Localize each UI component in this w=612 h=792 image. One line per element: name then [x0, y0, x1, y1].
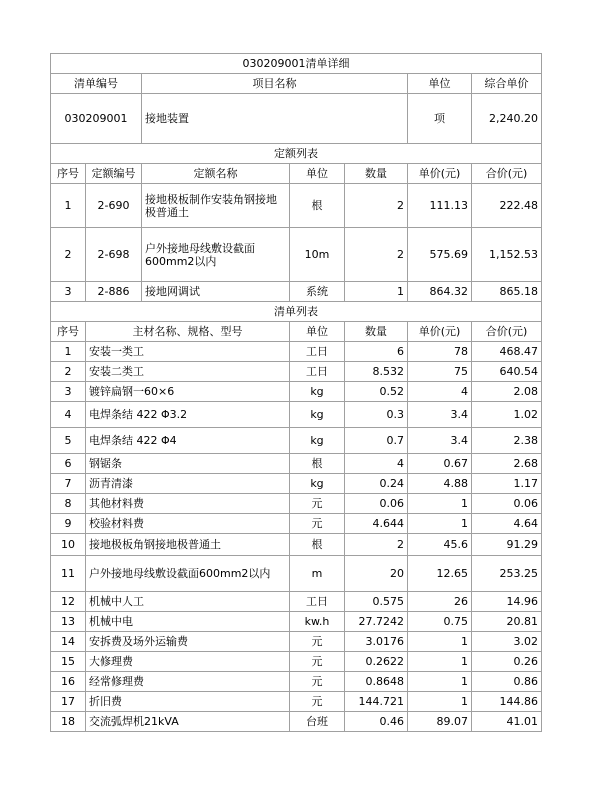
quota-header-unit: 单位 [290, 164, 345, 184]
material-name: 电焊条结 422 Φ4 [86, 428, 290, 454]
material-name: 安装二类工 [86, 362, 290, 382]
material-qty: 8.532 [345, 362, 408, 382]
material-unit: 元 [290, 652, 345, 672]
material-total: 0.06 [472, 494, 542, 514]
material-row [51, 382, 542, 402]
material-unit: 工日 [290, 342, 345, 362]
material-qty: 0.46 [345, 712, 408, 732]
material-name: 沥青清漆 [86, 474, 290, 494]
material-row [51, 342, 542, 362]
material-name: 机械中人工 [86, 592, 290, 612]
material-price: 1 [408, 494, 472, 514]
material-price: 1 [408, 652, 472, 672]
material-price: 3.4 [408, 428, 472, 454]
material-price: 45.6 [408, 534, 472, 556]
quota-name: 接地极板制作安装角钢接地极普通土 [142, 184, 290, 228]
material-seq: 10 [51, 534, 86, 556]
quota-seq: 2 [51, 228, 86, 282]
material-unit: 工日 [290, 362, 345, 382]
material-total: 2.68 [472, 454, 542, 474]
material-total: 2.38 [472, 428, 542, 454]
material-qty: 0.24 [345, 474, 408, 494]
material-row [51, 632, 542, 652]
material-qty: 144.721 [345, 692, 408, 712]
material-seq: 9 [51, 514, 86, 534]
quota-qty: 2 [345, 184, 408, 228]
material-seq: 14 [51, 632, 86, 652]
material-total: 2.08 [472, 382, 542, 402]
material-name: 校验材料费 [86, 514, 290, 534]
material-price: 0.67 [408, 454, 472, 474]
material-seq: 11 [51, 556, 86, 592]
material-unit: 台班 [290, 712, 345, 732]
material-price: 75 [408, 362, 472, 382]
quota-code: 2-886 [86, 282, 142, 302]
material-qty: 3.0176 [345, 632, 408, 652]
quota-unit: 10m [290, 228, 345, 282]
quota-header-name: 定额名称 [142, 164, 290, 184]
item-code: 030209001 [51, 94, 142, 144]
material-total: 253.25 [472, 556, 542, 592]
material-total: 91.29 [472, 534, 542, 556]
material-qty: 0.575 [345, 592, 408, 612]
header-price: 综合单价 [472, 74, 542, 94]
material-row [51, 514, 542, 534]
material-unit: m [290, 556, 345, 592]
material-qty: 0.2622 [345, 652, 408, 672]
quota-row [51, 282, 542, 302]
material-qty: 0.7 [345, 428, 408, 454]
material-unit: kg [290, 402, 345, 428]
material-row [51, 612, 542, 632]
material-name: 户外接地母线敷设截面600mm2以内 [86, 556, 290, 592]
material-seq: 13 [51, 612, 86, 632]
material-price: 26 [408, 592, 472, 612]
quota-price: 111.13 [408, 184, 472, 228]
quota-row [51, 228, 542, 282]
material-unit: 元 [290, 514, 345, 534]
item-unit: 项 [408, 94, 472, 144]
header-unit: 单位 [408, 74, 472, 94]
quota-seq: 1 [51, 184, 86, 228]
material-price: 1 [408, 514, 472, 534]
material-qty: 6 [345, 342, 408, 362]
header-code: 清单编号 [51, 74, 142, 94]
material-seq: 5 [51, 428, 86, 454]
material-seq: 17 [51, 692, 86, 712]
quota-seq: 3 [51, 282, 86, 302]
material-name: 其他材料费 [86, 494, 290, 514]
material-seq: 2 [51, 362, 86, 382]
material-unit: 根 [290, 454, 345, 474]
material-unit: kg [290, 382, 345, 402]
material-seq: 16 [51, 672, 86, 692]
material-row [51, 712, 542, 732]
material-unit: kw.h [290, 612, 345, 632]
quota-unit: 系统 [290, 282, 345, 302]
material-header-name: 主材名称、规格、型号 [86, 322, 290, 342]
material-row [51, 402, 542, 428]
quota-code: 2-690 [86, 184, 142, 228]
material-price: 1 [408, 692, 472, 712]
material-unit: kg [290, 428, 345, 454]
material-total: 468.47 [472, 342, 542, 362]
header-name: 项目名称 [142, 74, 408, 94]
material-unit: 工日 [290, 592, 345, 612]
material-unit: 元 [290, 672, 345, 692]
material-seq: 15 [51, 652, 86, 672]
material-total: 3.02 [472, 632, 542, 652]
quota-header-qty: 数量 [345, 164, 408, 184]
material-total: 20.81 [472, 612, 542, 632]
material-section-title: 清单列表 [51, 302, 542, 322]
material-row [51, 692, 542, 712]
material-qty: 0.3 [345, 402, 408, 428]
material-row [51, 592, 542, 612]
material-total: 41.01 [472, 712, 542, 732]
material-name: 接地极板角钢接地极普通土 [86, 534, 290, 556]
material-name: 镀锌扁钢一60×6 [86, 382, 290, 402]
material-row [51, 362, 542, 382]
quota-qty: 2 [345, 228, 408, 282]
material-qty: 0.8648 [345, 672, 408, 692]
quota-header-price: 单价(元) [408, 164, 472, 184]
material-name: 电焊条结 422 Φ3.2 [86, 402, 290, 428]
material-header-total: 合价(元) [472, 322, 542, 342]
material-qty: 2 [345, 534, 408, 556]
material-row [51, 474, 542, 494]
material-row [51, 428, 542, 454]
material-price: 78 [408, 342, 472, 362]
quota-unit: 根 [290, 184, 345, 228]
material-header-unit: 单位 [290, 322, 345, 342]
material-seq: 6 [51, 454, 86, 474]
material-name: 机械中电 [86, 612, 290, 632]
material-name: 折旧费 [86, 692, 290, 712]
item-price: 2,240.20 [472, 94, 542, 144]
quota-price: 575.69 [408, 228, 472, 282]
material-name: 经常修理费 [86, 672, 290, 692]
quota-header-seq: 序号 [51, 164, 86, 184]
material-total: 640.54 [472, 362, 542, 382]
material-total: 0.86 [472, 672, 542, 692]
material-price: 1 [408, 672, 472, 692]
material-qty: 0.06 [345, 494, 408, 514]
quota-qty: 1 [345, 282, 408, 302]
material-qty: 20 [345, 556, 408, 592]
material-price: 12.65 [408, 556, 472, 592]
material-total: 14.96 [472, 592, 542, 612]
page-title: 030209001清单详细 [51, 54, 542, 74]
material-row [51, 454, 542, 474]
material-qty: 0.52 [345, 382, 408, 402]
material-price: 0.75 [408, 612, 472, 632]
quota-header-code: 定额编号 [86, 164, 142, 184]
quota-name: 户外接地母线敷设截面600mm2以内 [142, 228, 290, 282]
quota-total: 222.48 [472, 184, 542, 228]
material-name: 安拆费及场外运输费 [86, 632, 290, 652]
material-qty: 27.7242 [345, 612, 408, 632]
material-total: 0.26 [472, 652, 542, 672]
item-name: 接地装置 [142, 94, 408, 144]
material-row [51, 652, 542, 672]
material-header-seq: 序号 [51, 322, 86, 342]
material-price: 89.07 [408, 712, 472, 732]
material-name: 交流弧焊机21kVA [86, 712, 290, 732]
quota-total: 1,152.53 [472, 228, 542, 282]
material-unit: 元 [290, 632, 345, 652]
material-row [51, 534, 542, 556]
material-seq: 4 [51, 402, 86, 428]
material-name: 大修理费 [86, 652, 290, 672]
material-seq: 12 [51, 592, 86, 612]
quota-name: 接地网调试 [142, 282, 290, 302]
material-total: 4.64 [472, 514, 542, 534]
material-seq: 18 [51, 712, 86, 732]
quota-section-title: 定额列表 [51, 144, 542, 164]
material-seq: 3 [51, 382, 86, 402]
quota-header-total: 合价(元) [472, 164, 542, 184]
material-unit: 元 [290, 494, 345, 514]
material-seq: 1 [51, 342, 86, 362]
material-price: 4 [408, 382, 472, 402]
material-row [51, 672, 542, 692]
material-price: 3.4 [408, 402, 472, 428]
quota-row [51, 184, 542, 228]
material-header-qty: 数量 [345, 322, 408, 342]
material-seq: 8 [51, 494, 86, 514]
material-price: 1 [408, 632, 472, 652]
material-row [51, 556, 542, 592]
quota-code: 2-698 [86, 228, 142, 282]
material-total: 1.02 [472, 402, 542, 428]
material-row [51, 494, 542, 514]
material-qty: 4.644 [345, 514, 408, 534]
quota-price: 864.32 [408, 282, 472, 302]
material-total: 1.17 [472, 474, 542, 494]
detail-table [50, 53, 542, 732]
material-name: 钢锯条 [86, 454, 290, 474]
quota-total: 865.18 [472, 282, 542, 302]
material-unit: 元 [290, 692, 345, 712]
material-price: 4.88 [408, 474, 472, 494]
material-qty: 4 [345, 454, 408, 474]
material-unit: kg [290, 474, 345, 494]
material-total: 144.86 [472, 692, 542, 712]
material-unit: 根 [290, 534, 345, 556]
material-header-price: 单价(元) [408, 322, 472, 342]
material-seq: 7 [51, 474, 86, 494]
material-name: 安装一类工 [86, 342, 290, 362]
